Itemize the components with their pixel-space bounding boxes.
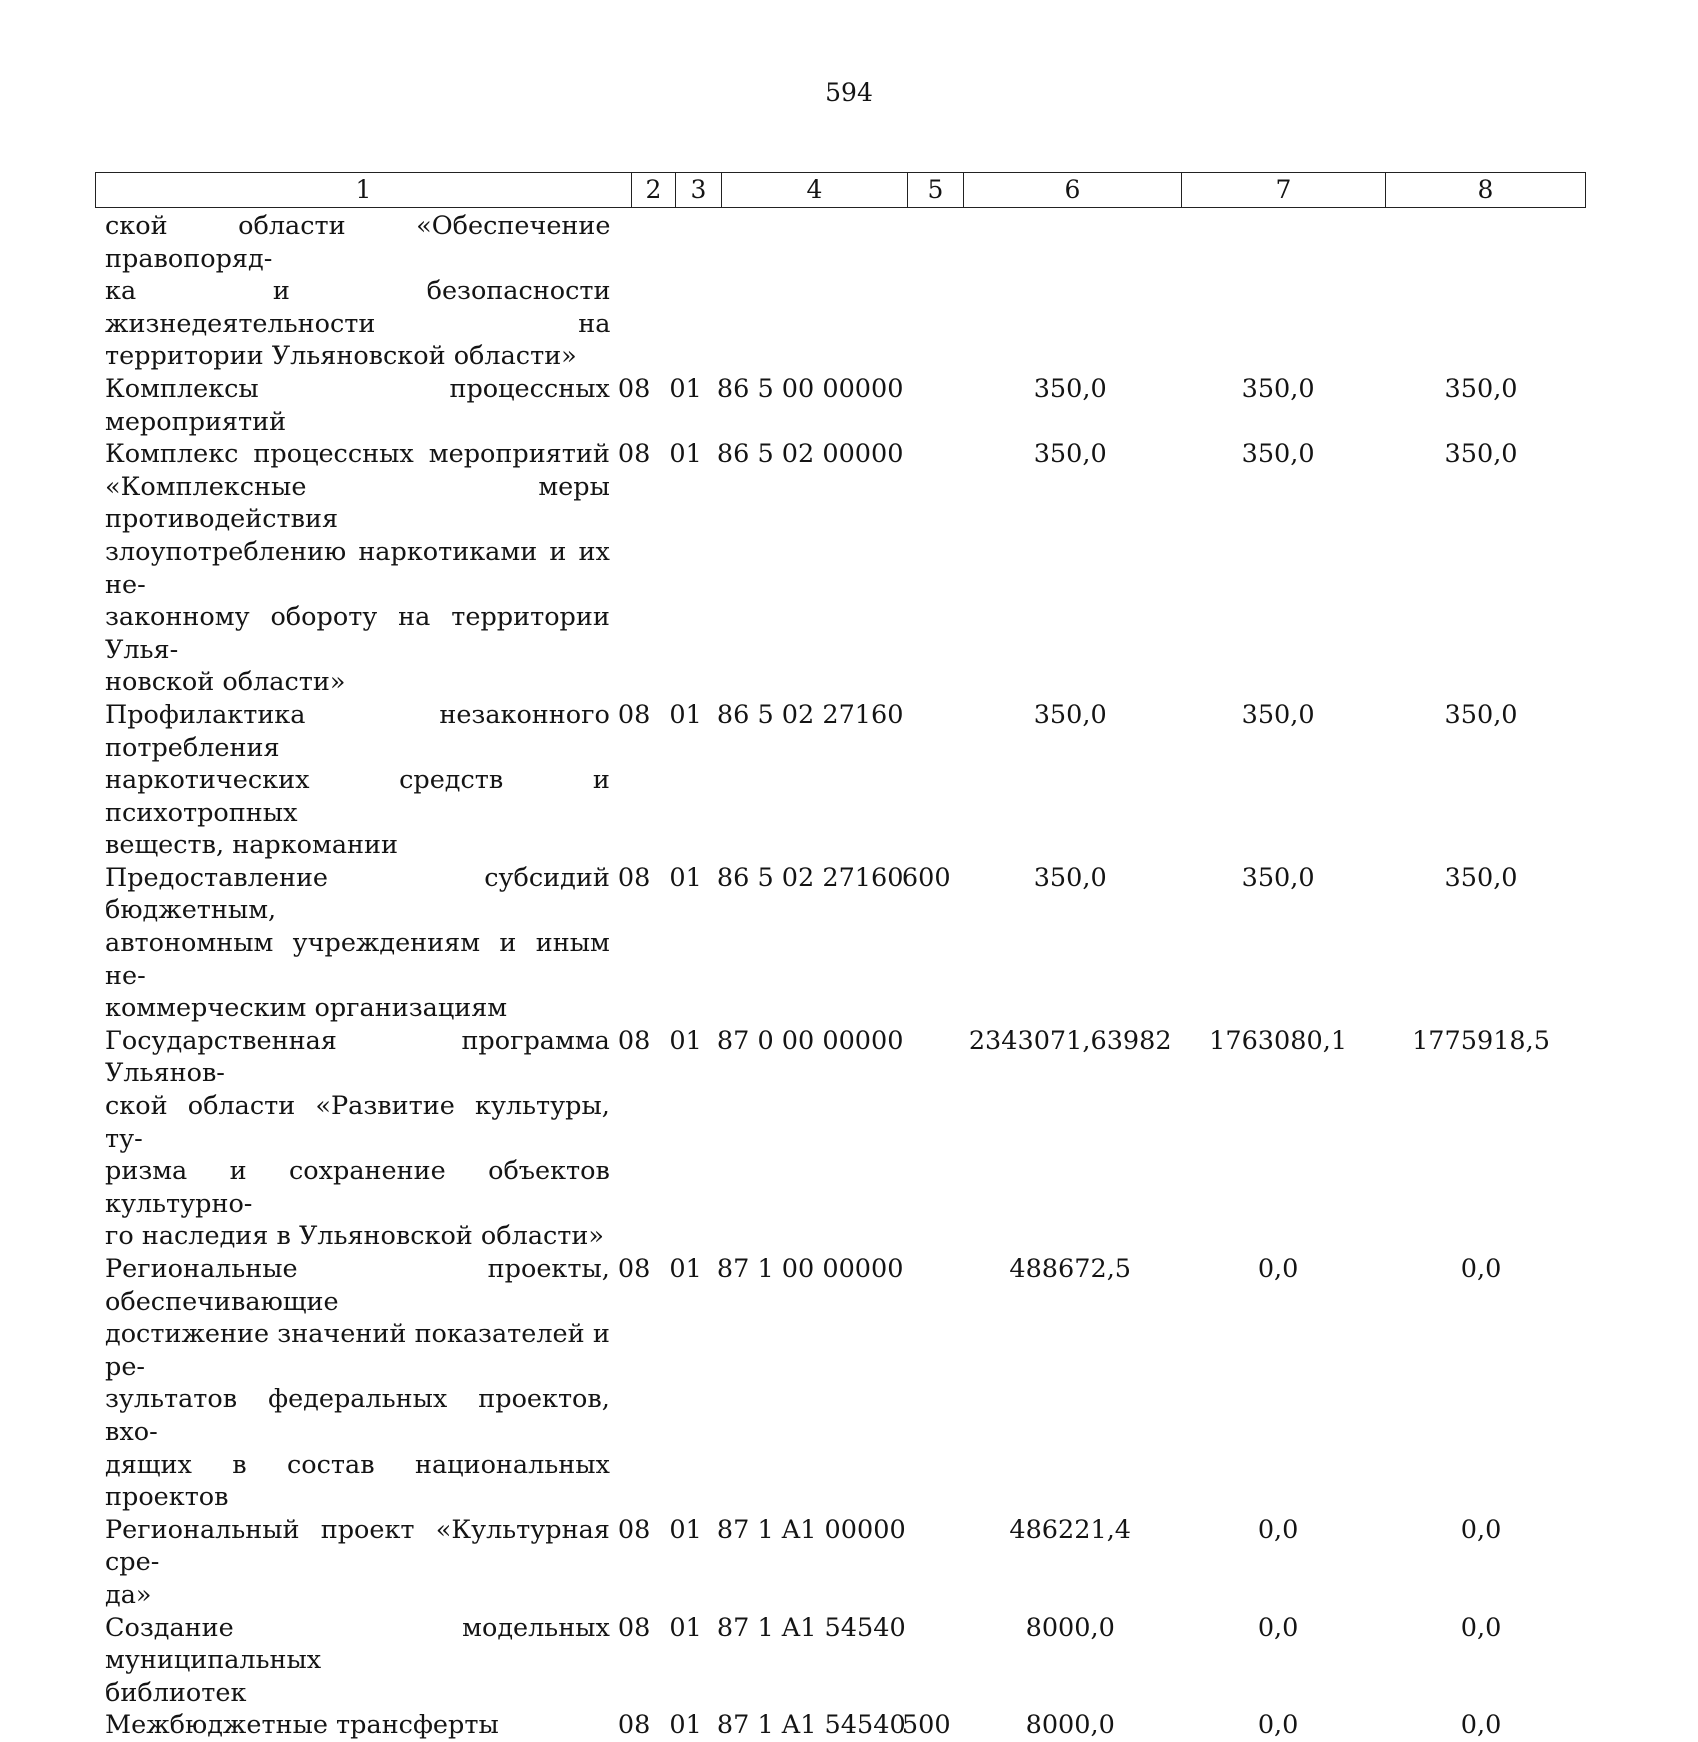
value-col-6: 2343071,63982	[968, 1025, 1172, 1056]
table-row	[105, 1253, 1585, 1514]
column-header-1: 1	[96, 173, 632, 208]
target-item-code: 87 1 00 00000	[716, 1254, 904, 1284]
section-code: 08	[617, 373, 651, 404]
target-item-code: 86 5 02 27160	[716, 699, 904, 730]
table-row	[105, 373, 1585, 438]
row-name-line: новской области»	[105, 667, 346, 698]
row-name-cell	[105, 1612, 610, 1710]
value-col-6: 8000,0	[1025, 1612, 1115, 1643]
row-name-line: Предоставление субсидий бюджетным,	[105, 862, 610, 926]
target-item-code: 87 1 A1 54540	[716, 1612, 906, 1643]
value-col-8: 0,0	[1460, 1514, 1502, 1545]
row-name-cell	[105, 1709, 610, 1742]
subsection-code: 01	[669, 373, 702, 404]
value-col-7: 350,0	[1241, 699, 1315, 730]
table-row	[105, 1025, 1585, 1253]
target-item-code: 87 0 00 00000	[716, 1025, 904, 1056]
value-col-8: 0,0	[1460, 1710, 1502, 1741]
page-number: 594	[825, 78, 873, 107]
row-name-line: зультатов федеральных проектов, вхо-	[105, 1384, 610, 1447]
value-col-6: 8000,0	[1025, 1710, 1115, 1741]
value-col-7: 350,0	[1241, 862, 1315, 893]
column-header-row	[96, 173, 1586, 208]
value-col-7: 350,0	[1241, 439, 1315, 470]
row-name-line: Комплексы процессных мероприятий	[105, 373, 610, 437]
value-col-7: 350,0	[1241, 373, 1315, 404]
section-code: 08	[617, 862, 651, 893]
value-col-6: 350,0	[1033, 862, 1107, 893]
row-name-cell	[105, 699, 610, 862]
table-row	[105, 862, 1585, 1025]
expense-type-code: 500	[901, 1710, 951, 1741]
row-name-line: Комплекс процессных мероприятий	[105, 439, 610, 470]
value-col-8: 350,0	[1444, 373, 1518, 404]
row-name-line: Межбюджетные трансферты	[105, 1710, 499, 1741]
row-name-line: коммерческим организациям	[105, 993, 508, 1024]
value-col-8: 350,0	[1444, 699, 1518, 730]
row-name-cell	[105, 1253, 610, 1514]
column-header-8: 8	[1386, 173, 1586, 208]
column-header-4: 4	[722, 173, 908, 208]
row-name-line: ской области «Развитие культуры, ту-	[105, 1091, 610, 1154]
row-name-line: законному обороту на территории Улья-	[105, 602, 610, 665]
section-code: 08	[617, 1514, 651, 1545]
section-code: 08	[617, 1025, 651, 1056]
subsection-code: 01	[669, 1514, 702, 1545]
column-header-2: 2	[632, 173, 676, 208]
row-name-cell	[105, 1025, 610, 1253]
row-name-line: Государственная программа Ульянов-	[105, 1025, 610, 1089]
expense-type-code: 600	[901, 862, 951, 893]
value-col-7: 0,0	[1257, 1612, 1299, 1643]
value-col-7: 0,0	[1257, 1710, 1299, 1741]
value-col-8: 0,0	[1460, 1254, 1502, 1284]
row-name-line: территории Ульяновской области»	[105, 341, 577, 372]
value-col-8: 350,0	[1444, 439, 1518, 470]
row-name-line: ка и безопасности жизнедеятельности на	[105, 276, 611, 339]
column-header-table	[95, 172, 1586, 208]
section-code: 08	[617, 699, 651, 730]
section-code: 08	[617, 1254, 651, 1284]
subsection-code: 01	[669, 1710, 702, 1741]
section-code: 08	[617, 1612, 651, 1643]
table-body	[105, 210, 1585, 1742]
table-row	[105, 1612, 1585, 1710]
value-col-7: 1763080,1	[1209, 1025, 1348, 1056]
value-col-8: 350,0	[1444, 862, 1518, 893]
row-name-line: автономным учреждениям и иным не-	[105, 928, 610, 991]
target-item-code: 86 5 00 00000	[716, 373, 904, 404]
section-code: 08	[617, 1710, 651, 1741]
value-col-8: 0,0	[1460, 1612, 1502, 1643]
row-name-line: дящих в состав национальных проектов	[105, 1449, 610, 1513]
table-row	[105, 699, 1585, 862]
value-col-7: 0,0	[1257, 1514, 1299, 1545]
subsection-code: 01	[669, 699, 702, 730]
value-col-8: 1775918,5	[1412, 1025, 1550, 1056]
value-col-6: 350,0	[1033, 373, 1107, 404]
column-header-7: 7	[1182, 173, 1386, 208]
table-row	[105, 210, 1585, 373]
row-name-line: Создание модельных муниципальных	[105, 1612, 610, 1676]
target-item-code: 86 5 02 27160	[716, 862, 904, 893]
row-name-line: Региональные проекты, обеспечивающие	[105, 1254, 610, 1317]
value-col-6: 350,0	[1033, 699, 1107, 730]
row-name-line: да»	[105, 1579, 152, 1610]
value-col-6: 488672,5	[1009, 1254, 1132, 1284]
row-name-cell	[105, 438, 610, 699]
column-header-6: 6	[964, 173, 1182, 208]
section-code: 08	[617, 439, 651, 470]
row-name-line: злоупотреблению наркотиками и их не-	[105, 536, 610, 600]
subsection-code: 01	[669, 1254, 702, 1284]
row-name-line: Региональный проект «Культурная сре-	[105, 1514, 610, 1578]
value-col-6: 486221,4	[1009, 1514, 1132, 1545]
column-header-3: 3	[676, 173, 722, 208]
table-row	[105, 438, 1585, 699]
target-item-code: 86 5 02 00000	[716, 439, 904, 470]
row-name-cell	[105, 862, 610, 1025]
subsection-code: 01	[669, 862, 702, 893]
row-name-line: достижение значений показателей и ре-	[105, 1319, 610, 1382]
target-item-code: 87 1 A1 00000	[716, 1514, 906, 1545]
column-header-5: 5	[908, 173, 964, 208]
row-name-line: веществ, наркомании	[105, 830, 399, 861]
row-name-line: наркотических средств и психотропных	[105, 765, 610, 828]
row-name-cell	[105, 210, 611, 373]
target-item-code: 87 1 A1 54540	[716, 1710, 906, 1741]
value-col-6: 350,0	[1033, 439, 1107, 470]
table-row	[105, 1709, 1585, 1742]
row-name-line: «Комплексные меры противодействия	[105, 471, 610, 535]
row-name-line: го наследия в Ульяновской области»	[105, 1221, 605, 1252]
row-name-line: ризма и сохранение объектов культурно-	[105, 1156, 610, 1219]
row-name-cell	[105, 1514, 610, 1612]
row-name-line: Профилактика незаконного потребления	[105, 699, 610, 763]
row-name-line: библиотек	[105, 1677, 247, 1708]
subsection-code: 01	[669, 439, 702, 470]
value-col-7: 0,0	[1257, 1254, 1299, 1284]
subsection-code: 01	[669, 1025, 702, 1056]
row-name-line: ской области «Обеспечение правопоряд-	[105, 211, 611, 274]
subsection-code: 01	[669, 1612, 702, 1643]
row-name-cell	[105, 373, 610, 438]
table-row	[105, 1514, 1585, 1612]
